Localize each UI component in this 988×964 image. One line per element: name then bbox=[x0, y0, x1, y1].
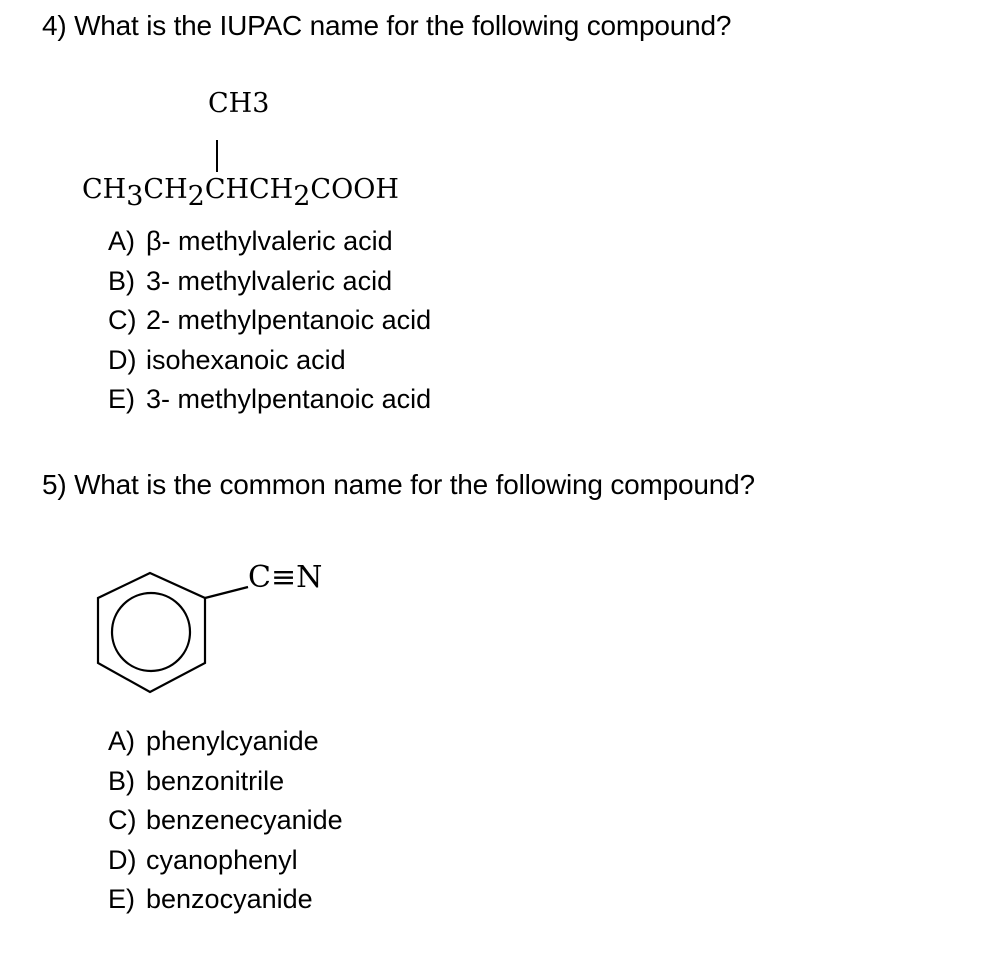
answer-option-d[interactable] bbox=[108, 841, 343, 881]
answer-option-c[interactable] bbox=[108, 301, 431, 341]
option-letter: D) bbox=[108, 344, 137, 375]
option-letter: A) bbox=[108, 726, 135, 756]
substituent-bond bbox=[205, 587, 248, 598]
nitrile-group-label: C≡N bbox=[248, 560, 323, 595]
question-4-options bbox=[108, 222, 431, 420]
question-5-options bbox=[108, 722, 343, 920]
answer-option-e[interactable] bbox=[108, 380, 431, 420]
answer-option-d[interactable] bbox=[108, 341, 431, 381]
answer-option-b[interactable] bbox=[108, 762, 343, 802]
question-5-title: 5) What is the common name for the following compound? bbox=[42, 469, 755, 500]
option-letter: B) bbox=[108, 265, 135, 296]
answer-option-e[interactable] bbox=[108, 880, 343, 920]
condensed-formula: $CH_3CH_2CHCH_2COOH$ bbox=[82, 174, 399, 212]
option-text: 3- methylvaleric acid bbox=[146, 265, 393, 296]
option-letter: E) bbox=[108, 384, 135, 414]
answer-option-a[interactable] bbox=[108, 722, 343, 762]
option-text: phenylcyanide bbox=[146, 726, 319, 756]
aromatic-circle bbox=[112, 593, 190, 671]
option-text: 2- methylpentanoic acid bbox=[146, 305, 432, 335]
option-text: benzenecyanide bbox=[146, 805, 343, 835]
question-4-title: 4) What is the IUPAC name for the following compound? bbox=[42, 10, 732, 41]
answer-option-c[interactable] bbox=[108, 801, 343, 841]
branch-bond-line bbox=[216, 140, 218, 172]
option-text: cyanophenyl bbox=[146, 844, 298, 875]
methyl-branch-label: CH3 bbox=[208, 88, 270, 119]
option-letter: D) bbox=[108, 844, 137, 875]
option-letter: A) bbox=[108, 226, 135, 256]
option-text: isohexanoic acid bbox=[146, 344, 346, 375]
answer-option-b[interactable] bbox=[108, 262, 431, 302]
option-text: β- methylvaleric acid bbox=[146, 226, 393, 256]
benzonitrile-structure bbox=[90, 560, 350, 720]
option-text: benzocyanide bbox=[146, 884, 313, 914]
option-text: 3- methylpentanoic acid bbox=[146, 384, 432, 414]
option-letter: B) bbox=[108, 765, 135, 796]
option-letter: E) bbox=[108, 884, 135, 914]
answer-option-a[interactable] bbox=[108, 222, 431, 262]
option-text: benzonitrile bbox=[146, 765, 285, 796]
option-letter: C) bbox=[108, 305, 137, 335]
option-letter: C) bbox=[108, 805, 137, 835]
